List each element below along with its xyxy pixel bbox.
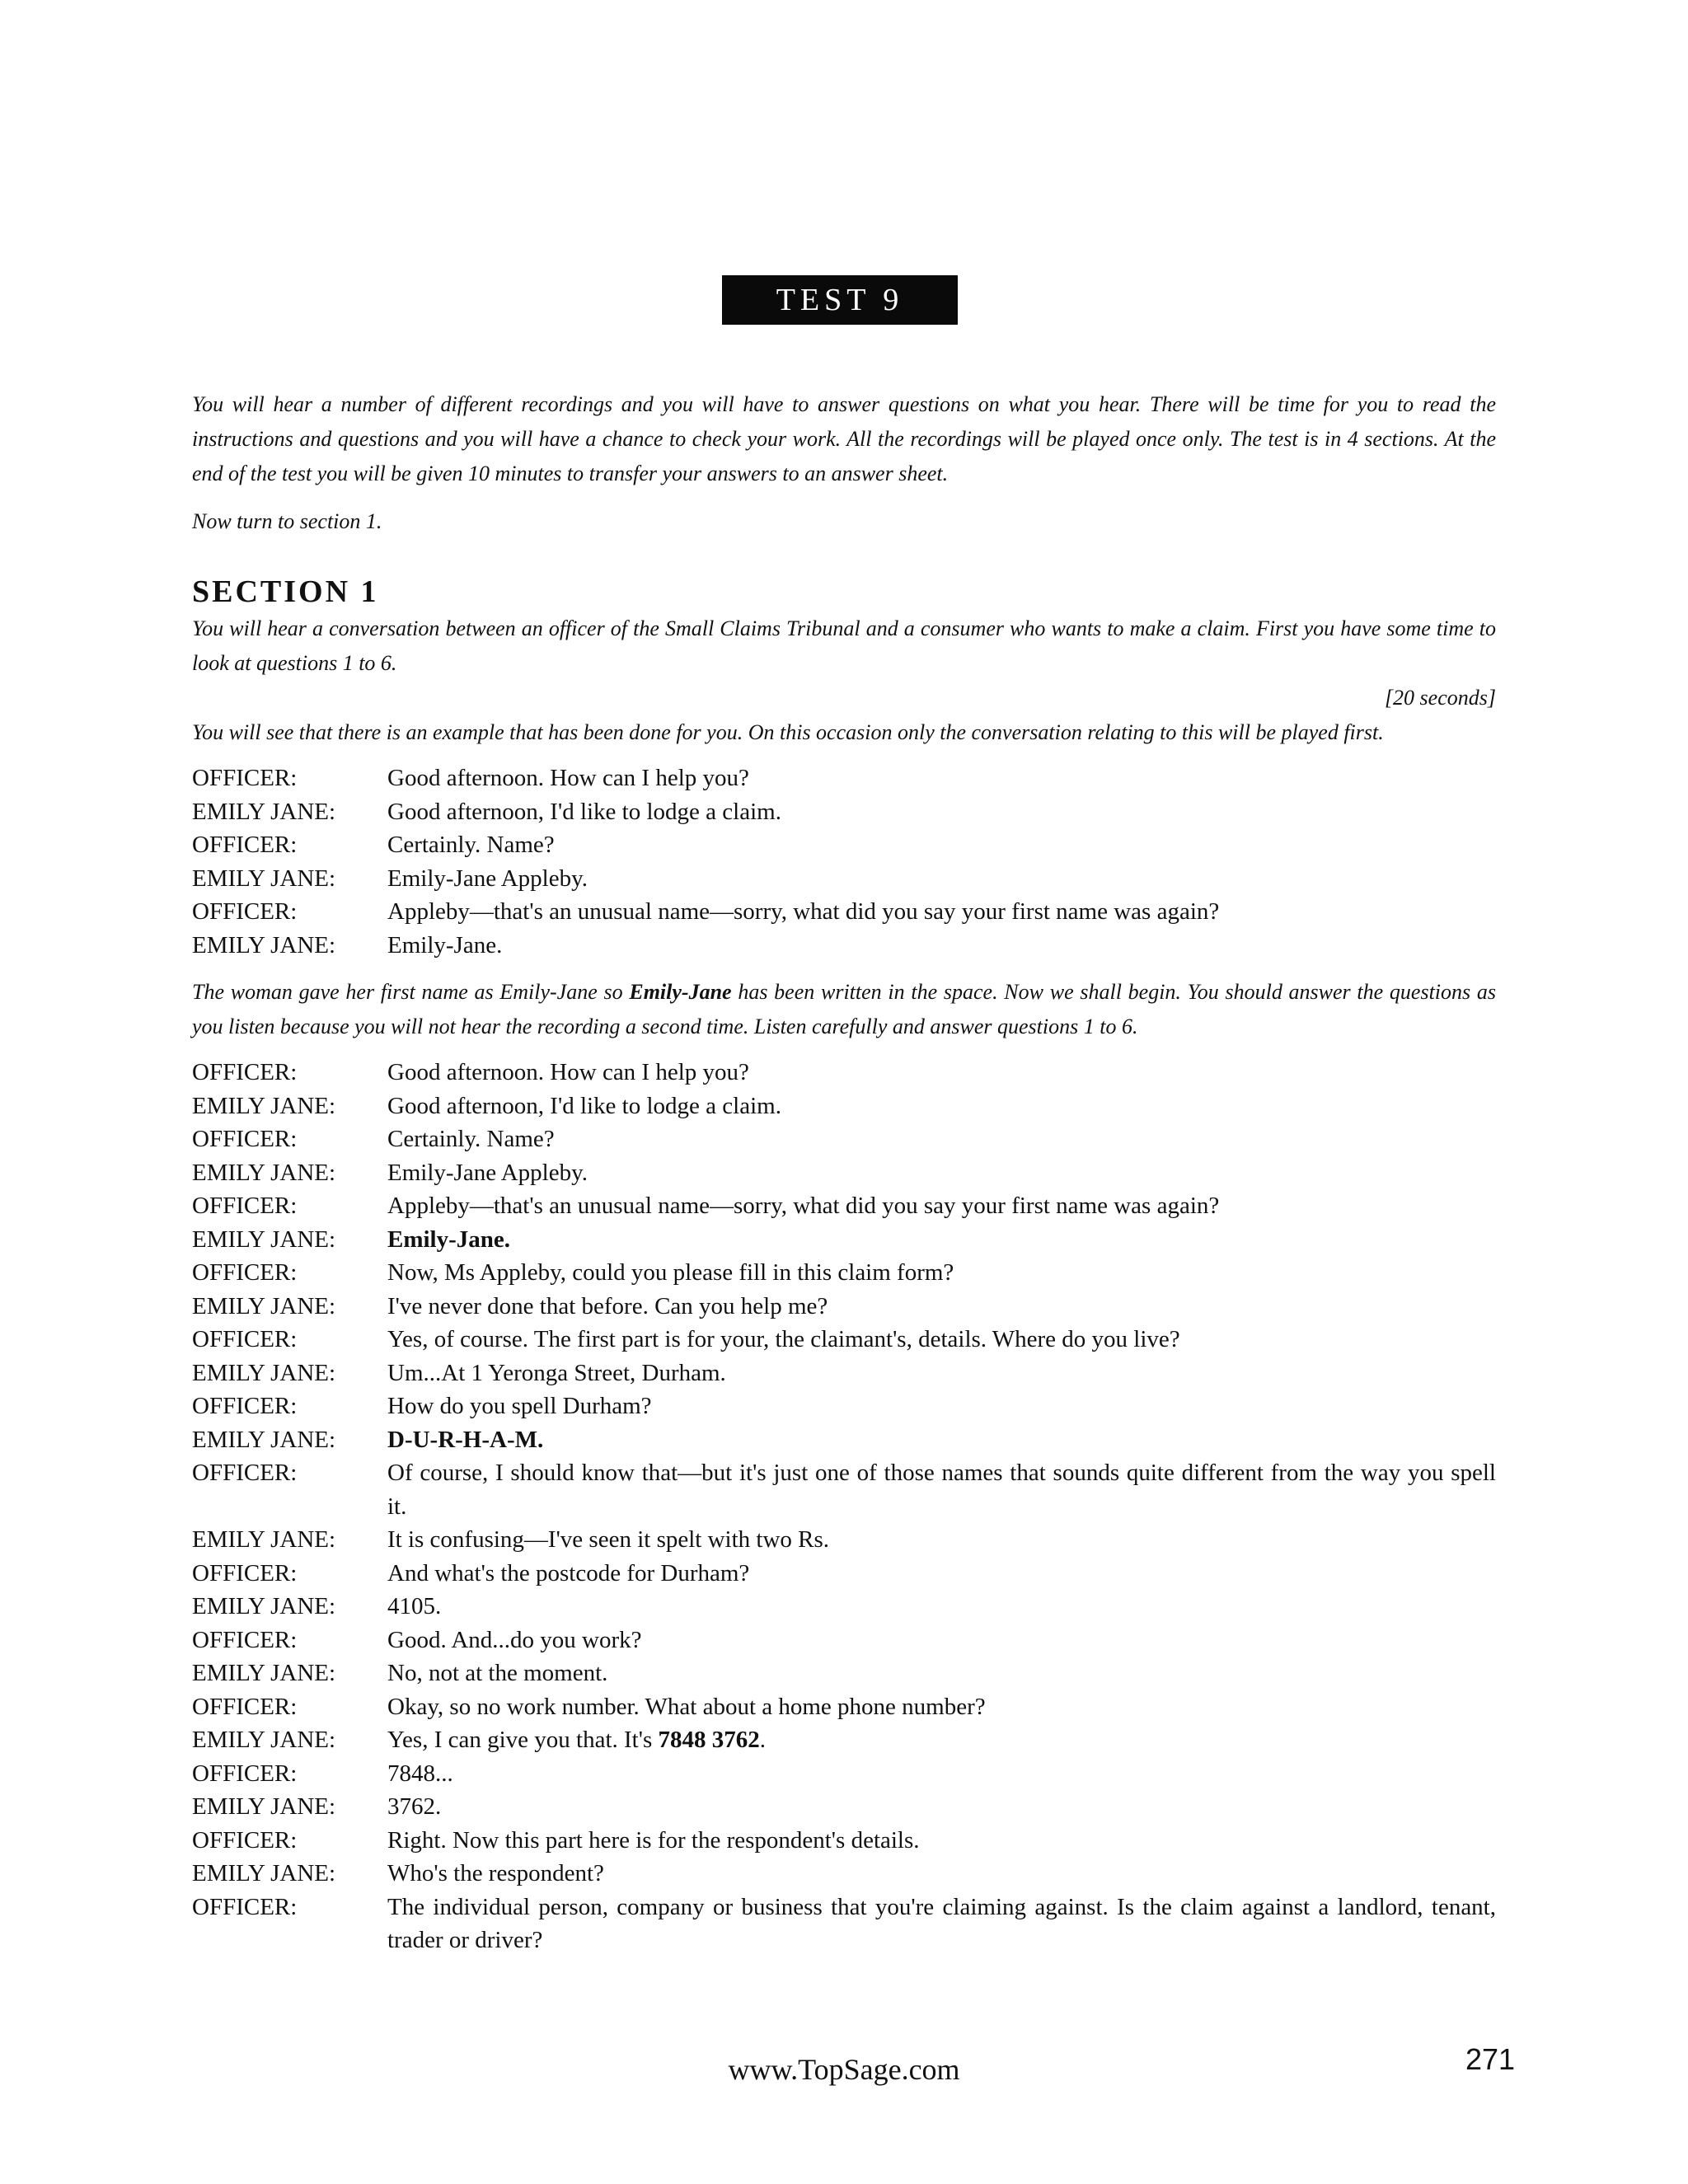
dialogue-line [192,1357,1496,1390]
dialogue-text-plain: Good afternoon, I'd like to lodge a claim. [387,798,781,825]
dialogue-line [192,1857,1496,1891]
pause-note: [20 seconds] [1384,686,1496,710]
dialogue-line [192,828,1496,862]
speaker-label: EMILY JANE: [192,1793,336,1820]
dialogue-line [192,929,1496,963]
page-content [192,387,1496,1957]
dialogue-text-plain: Emily-Jane. [387,931,503,958]
dialogue-text [387,1156,1496,1190]
dialogue-text-plain: 7848... [387,1760,453,1787]
dialogue-text-plain: It is confusing—I've seen it spelt with two Rs. [387,1526,830,1553]
dialogue-line [192,1323,1496,1357]
dialogue-text [387,1857,1496,1891]
dialogue-line [192,1122,1496,1156]
speaker-label: OFFICER: [192,1826,298,1854]
test-instructions: You will hear a number of different recordings and you will have to answer questions on what you hear. There will be time for you to read the instructions and questions and you will have a chance to check your work. All the recordings will be played once only. The test is in 4 sections. At the end of the test you will be given 10 minutes to transfer your answers to an answer sheet. [192,392,1496,485]
turn-instruction: Now turn to section 1. [192,509,382,533]
dialogue-line [192,1523,1496,1557]
dialogue-text-plain: Okay, so no work number. What about a home phone number? [387,1693,986,1720]
dialogue-text [387,862,1496,896]
dialogue-text-answer: Emily-Jane. [387,1226,511,1253]
dialogue-text-plain: Certainly. Name? [387,1126,555,1152]
dialogue-line [192,795,1496,829]
dialogue-text-plain: 4105. [387,1593,442,1619]
dialogue-text [387,1690,1496,1724]
dialogue-text [387,1256,1496,1290]
speaker-label: OFFICER: [192,1326,298,1352]
dialogue-text-plain: Yes, of course. The first part is for your, the claimant's, details. Where do you live? [387,1326,1180,1352]
dialogue-line [192,895,1496,929]
dialogue-line [192,1390,1496,1423]
speaker-label: EMILY JANE: [192,798,336,825]
dialogue-text [387,1557,1496,1591]
dialogue-line [192,1456,1496,1523]
test-title: TEST 9 [776,283,904,317]
transition-bold-name: Emily-Jane [629,980,732,1004]
dialogue-line [192,1056,1496,1090]
dialogue-text-plain: Emily-Jane Appleby. [387,865,588,892]
dialogue-line [192,1557,1496,1591]
speaker-label: OFFICER: [192,1259,298,1286]
dialogue-line [192,1256,1496,1290]
dialogue-text [387,1223,1496,1257]
dialogue-text-plain: Yes, I can give you that. It's [387,1727,659,1753]
dialogue-text [387,1590,1496,1624]
dialogue-text-answer: D-U-R-H-A-M. [387,1426,544,1453]
dialogue-line [192,1090,1496,1123]
dialogue-text-answer: 7848 3762 [658,1727,760,1753]
dialogue-text-plain: Certainly. Name? [387,832,555,858]
dialogue-line [192,1657,1496,1690]
dialogue-text [387,1891,1496,1957]
dialogue-text [387,1290,1496,1324]
dialogue-line [192,1723,1496,1757]
speaker-label: EMILY JANE: [192,1292,336,1319]
dialogue-line [192,1223,1496,1257]
dialogue-text [387,1056,1496,1090]
dialogue-text-plain: Appleby—that's an unusual name—sorry, what did you say your first name was again? [387,898,1220,925]
speaker-label: EMILY JANE: [192,1159,336,1186]
speaker-label: EMILY JANE: [192,1359,336,1386]
speaker-label: OFFICER: [192,1626,298,1653]
speaker-label: OFFICER: [192,1460,298,1486]
footer-url: www.TopSage.com [728,2053,960,2086]
dialogue-text [387,1423,1496,1457]
dialogue-text-plain: Good afternoon. How can I help you? [387,1059,749,1085]
speaker-label: EMILY JANE: [192,1226,336,1253]
dialogue-text-plain: Who's the respondent? [387,1860,604,1886]
dialogue-line [192,1156,1496,1190]
speaker-label: EMILY JANE: [192,1426,336,1453]
page-number: 271 [1465,2042,1516,2076]
speaker-label: OFFICER: [192,1559,298,1586]
dialogue-text-plain: Good afternoon. How can I help you? [387,765,749,791]
transition-instructions [192,975,1496,1044]
dialogue-text-plain: Emily-Jane Appleby. [387,1159,588,1186]
dialogue-text-plain: Good. And...do you work? [387,1626,642,1653]
speaker-label: EMILY JANE: [192,1593,336,1619]
dialogue-text-plain: 3762. [387,1793,442,1820]
example-intro: You will see that there is an example that has been done for you. On this occasion only the conversation relating to this will be played first. [192,720,1384,744]
dialogue-text [387,1189,1496,1223]
dialogue-text-plain: I've never done that before. Can you help me? [387,1292,828,1319]
dialogue-text-plain: The individual person, company or business that you're claiming against. Is the claim against a landlord, tenant, trader or driver? [387,1893,1496,1953]
dialogue-text [387,1624,1496,1657]
dialogue-line [192,1824,1496,1858]
dialogue-text-plain: Good afternoon, I'd like to lodge a claim. [387,1092,781,1119]
dialogue-text-plain: Now, Ms Appleby, could you please fill in this claim form? [387,1259,954,1286]
speaker-label: OFFICER: [192,898,298,925]
dialogue-text [387,1723,1496,1757]
speaker-label: OFFICER: [192,1059,298,1085]
dialogue-text-plain: Of course, I should know that—but it's just one of those names that sounds quite different from the way you spell it. [387,1460,1496,1520]
speaker-label: EMILY JANE: [192,1727,336,1753]
dialogue-line [192,1423,1496,1457]
dialogue-text [387,895,1496,929]
dialogue-text-plain: And what's the postcode for Durham? [387,1559,750,1586]
transition-text-1: The woman gave her first name as Emily-Jane so [192,980,630,1004]
dialogue-text-plain: Appleby—that's an unusual name—sorry, what did you say your first name was again? [387,1193,1220,1219]
dialogue-line [192,762,1496,795]
dialogue-text [387,1357,1496,1390]
speaker-label: EMILY JANE: [192,1526,336,1553]
speaker-label: EMILY JANE: [192,1860,336,1886]
dialogue-text [387,762,1496,795]
dialogue-text [387,1456,1496,1523]
dialogue-text-plain: How do you spell Durham? [387,1393,652,1419]
dialogue-text [387,1090,1496,1123]
dialogue-line [192,1590,1496,1624]
speaker-label: EMILY JANE: [192,1092,336,1119]
speaker-label: EMILY JANE: [192,1660,336,1686]
dialogue-text [387,795,1496,829]
dialogue-text-plain: No, not at the moment. [387,1660,608,1686]
main-dialogue [192,1056,1496,1957]
speaker-label: OFFICER: [192,1760,298,1787]
dialogue-text [387,1390,1496,1423]
speaker-label: OFFICER: [192,1126,298,1152]
dialogue-text-after: . [759,1727,766,1753]
dialogue-text [387,1657,1496,1690]
dialogue-text [387,929,1496,963]
test-title-banner [722,275,958,325]
dialogue-text-plain: Right. Now this part here is for the respondent's details. [387,1826,920,1854]
dialogue-text [387,1323,1496,1357]
dialogue-line [192,1690,1496,1724]
dialogue-line [192,1757,1496,1791]
dialogue-text [387,1790,1496,1824]
speaker-label: OFFICER: [192,1393,298,1419]
speaker-label: EMILY JANE: [192,931,336,958]
section-title: SECTION 1 [192,574,379,609]
dialogue-line [192,1189,1496,1223]
speaker-label: OFFICER: [192,1193,298,1219]
speaker-label: OFFICER: [192,765,298,791]
dialogue-text [387,1824,1496,1858]
section-intro: You will hear a conversation between an officer of the Small Claims Tribunal and a consumer who wants to make a claim. First you have some time to look at questions 1 to 6. [192,616,1496,675]
speaker-label: EMILY JANE: [192,865,336,892]
dialogue-text [387,828,1496,862]
dialogue-line [192,1891,1496,1957]
dialogue-line [192,862,1496,896]
dialogue-text [387,1757,1496,1791]
speaker-label: OFFICER: [192,1693,298,1720]
dialogue-line [192,1290,1496,1324]
speaker-label: OFFICER: [192,1893,298,1920]
dialogue-text [387,1122,1496,1156]
example-dialogue [192,762,1496,962]
dialogue-line [192,1624,1496,1657]
dialogue-line [192,1790,1496,1824]
dialogue-text [387,1523,1496,1557]
transition-text-2: has been written in the space. Now we shall begin. You should answer the questions as you listen because you will not hear the recording a second time. Listen carefully and answer questions 1 to 6. [192,980,1496,1038]
dialogue-text-plain: Um...At 1 Yeronga Street, Durham. [387,1359,726,1386]
speaker-label: OFFICER: [192,832,298,858]
